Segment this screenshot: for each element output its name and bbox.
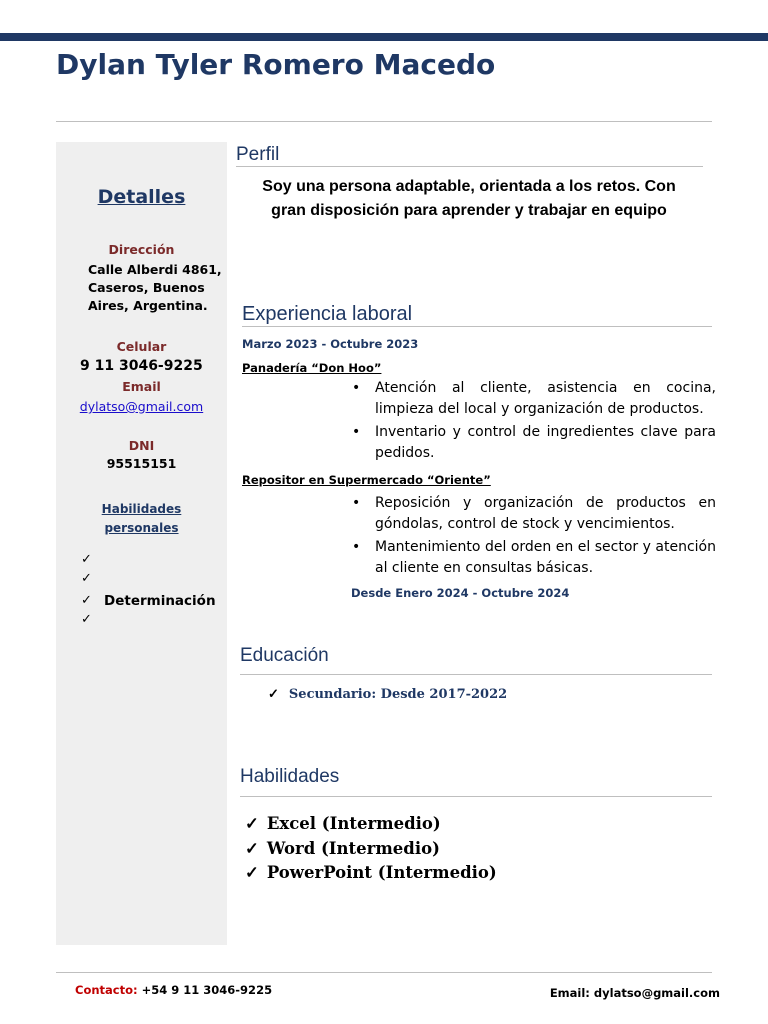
skill-item <box>245 861 497 886</box>
phone-label: Celular <box>116 339 167 354</box>
profile-divider <box>236 166 703 167</box>
checkmark-icon: ✓ <box>81 552 92 567</box>
footer-contact-phone: +54 9 11 3046-9225 <box>141 983 273 997</box>
dni-value: 95515151 <box>106 456 177 471</box>
header-bar <box>0 33 768 41</box>
skills-list <box>245 812 497 886</box>
candidate-name: Dylan Tyler Romero Macedo <box>56 48 496 81</box>
skills-title: Habilidades <box>240 766 340 787</box>
job-task-item: • Atención al cliente, asistencia en cocina, limpieza del local y organización de productos. <box>350 378 716 420</box>
checkmark-icon: ✓ <box>81 571 92 586</box>
experience-divider <box>242 326 712 327</box>
job-task-item: • Reposición y organización de productos en góndolas, control de stock y vencimientos. <box>350 493 716 535</box>
address-line: Caseros, Buenos <box>88 280 205 295</box>
skill-item-text: Excel (Intermedio) <box>266 814 441 833</box>
education-divider <box>240 674 712 675</box>
email-link[interactable]: dylatso@gmail.com <box>79 399 204 414</box>
skill-item-text: Word (Intermedio) <box>266 838 440 858</box>
dni-label: DNI <box>128 438 155 453</box>
job-company: Repositor en Supermercado “Oriente” <box>242 473 491 487</box>
personal-skill-item: Determinación <box>104 593 216 609</box>
job-task-item: • Mantenimiento del orden en el sector y atención al cliente en consultas básicas. <box>350 537 716 579</box>
footer-contact <box>75 983 272 997</box>
footer-contact-label: Contacto: <box>75 983 138 997</box>
email-label: Email <box>122 379 161 394</box>
footer-email: Email: dylatso@gmail.com <box>549 986 720 1000</box>
education-title: Educación <box>240 645 329 666</box>
footer-divider <box>56 972 712 973</box>
experience-title: Experiencia laboral <box>242 303 413 325</box>
address-line: Calle Alberdi 4861, <box>88 262 222 277</box>
profile-text: Soy una persona adaptable, orientada a los retos. Con gran disposición para aprender y trabajar en equipo <box>262 178 676 219</box>
personal-skills-title-line: personales <box>104 521 179 535</box>
address-line: Aires, Argentina. <box>88 298 208 313</box>
phone-value: 9 11 3046-9225 <box>80 358 203 374</box>
job-task-item: • Inventario y control de ingredientes clave para pedidos. <box>350 422 716 464</box>
address-label: Dirección <box>108 242 175 257</box>
skill-item <box>245 837 497 862</box>
job-tasks <box>350 378 716 466</box>
skills-divider <box>240 796 712 797</box>
checkmark-icon: ✓ <box>81 593 92 608</box>
checkmark-icon: ✓ <box>245 838 259 858</box>
checkmark-icon: ✓ <box>245 814 259 833</box>
checkmark-icon: ✓ <box>245 863 259 882</box>
job-dates: Desde Enero 2024 - Octubre 2024 <box>351 586 570 600</box>
address-block <box>88 261 222 315</box>
profile-title: Perfil <box>236 144 280 165</box>
personal-skills-title-line: Habilidades <box>101 502 182 516</box>
details-title: Detalles <box>97 186 186 208</box>
skill-item <box>245 812 497 837</box>
job-company: Panadería “Don Hoo” <box>242 361 382 375</box>
job-dates: Marzo 2023 - Octubre 2023 <box>242 337 419 351</box>
checkmark-icon: ✓ <box>81 612 92 627</box>
header-divider <box>56 121 712 122</box>
personal-skills-title <box>56 500 227 538</box>
checkmark-icon: ✓ <box>268 687 279 702</box>
job-tasks <box>350 493 716 581</box>
details-sidebar <box>56 142 227 945</box>
education-item <box>268 687 507 702</box>
skill-item-text: PowerPoint (Intermedio) <box>266 863 497 882</box>
education-item-text: Secundario: Desde 2017-2022 <box>288 687 508 702</box>
